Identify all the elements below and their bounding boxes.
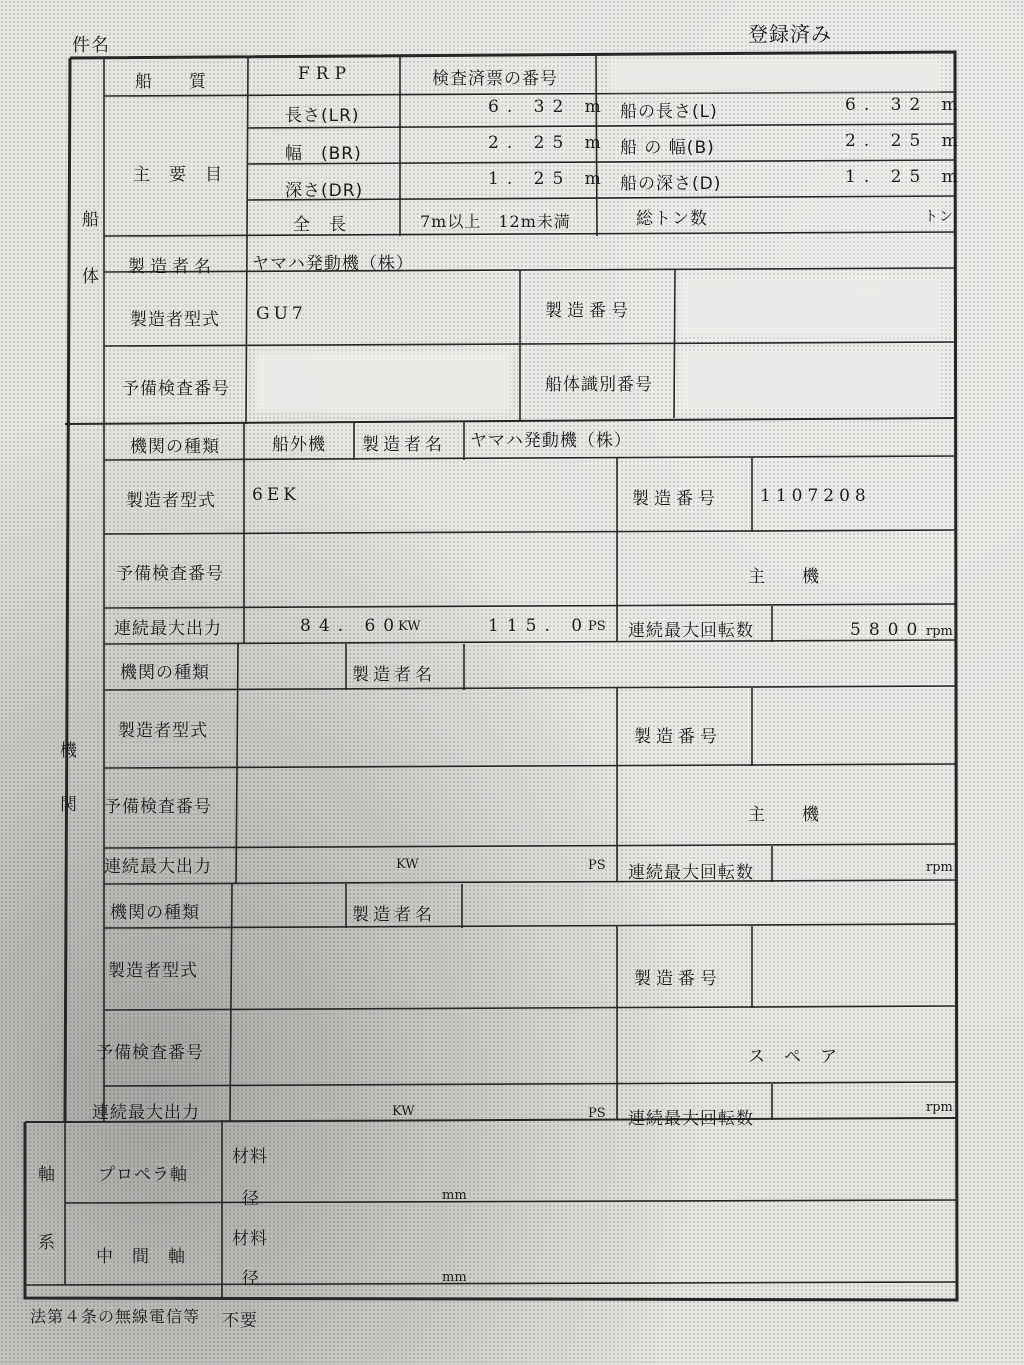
engine2-spare-label: 予備検査番号 xyxy=(104,797,212,817)
breadth-br-label: 幅 (BR) xyxy=(285,144,362,164)
engine2-model-label: 製造者型式 xyxy=(118,721,208,741)
registration-status: 登録済み xyxy=(748,22,832,46)
hull-material-value: FRP xyxy=(298,64,353,84)
engine2-ps-unit: PS xyxy=(588,858,606,873)
engine3-spare-label: 予備検査番号 xyxy=(96,1043,204,1063)
gross-tonnage-label: 総トン数 xyxy=(636,209,708,229)
hull-maker-value: ヤマハ発動機（株） xyxy=(252,254,414,274)
intermediate-diameter-unit: mm xyxy=(442,1270,467,1285)
breadth-b-label: 船 の 幅(B) xyxy=(620,138,715,158)
propeller-diameter-label: 径 xyxy=(242,1189,260,1209)
hull-spare-inspection-label: 予備検査番号 xyxy=(122,379,230,399)
intermediate-material-label: 材料 xyxy=(232,1229,268,1249)
hull-maker-label: 製造者名 xyxy=(128,257,216,277)
propeller-material-label: 材料 xyxy=(232,1147,268,1167)
engine-section-label-2: 関 xyxy=(60,795,78,815)
engine2-rpm-unit: rpm xyxy=(926,860,953,875)
intermediate-shaft-label: 中 間 軸 xyxy=(96,1247,186,1267)
engine2-serial-label: 製造番号 xyxy=(634,727,722,747)
engine1-rpm-unit: rpm xyxy=(926,624,953,639)
breadth-br-value: 2. 25 m xyxy=(488,133,609,153)
hull-section-label-2: 体 xyxy=(82,267,100,287)
engine2-power-label: 連続最大出力 xyxy=(104,857,212,877)
engine1-type-value: 船外機 xyxy=(272,435,326,455)
engine3-power-label: 連続最大出力 xyxy=(92,1103,200,1123)
overall-length-label: 全 長 xyxy=(293,215,347,235)
redacted-inspection-number xyxy=(610,60,940,90)
hull-section-label-1: 船 xyxy=(82,210,100,230)
engine2-kw-unit: KW xyxy=(396,857,419,872)
engine1-maker-label: 製造者名 xyxy=(362,435,446,455)
redacted-hull-id xyxy=(680,350,940,410)
radio-equipment-value: 不要 xyxy=(222,1311,258,1331)
engine1-rpm-label: 連続最大回転数 xyxy=(628,621,754,641)
engine1-kw-unit: KW xyxy=(398,619,421,634)
depth-dr-value: 1. 25 m xyxy=(488,169,609,189)
engine1-kw-value: 84. 60 xyxy=(300,616,403,636)
engine1-serial-value: 1107208 xyxy=(760,486,871,506)
engine2-role: 主 機 xyxy=(748,805,820,825)
engine3-role: ス ペ ア xyxy=(748,1047,838,1067)
engine3-kw-unit: KW xyxy=(392,1104,415,1119)
hull-model-label: 製造者型式 xyxy=(130,310,220,330)
subject-label: 件名 xyxy=(72,35,110,56)
length-l-value: 6. 32 m xyxy=(845,95,966,115)
shaft-section-label-1: 軸 xyxy=(38,1165,56,1185)
propeller-shaft-label: プロペラ軸 xyxy=(98,1165,188,1185)
hull-serial-label: 製造番号 xyxy=(545,301,633,321)
intermediate-diameter-label: 径 xyxy=(242,1269,260,1289)
engine2-maker-label: 製造者名 xyxy=(352,665,436,685)
dimensions-label: 主 要 目 xyxy=(133,165,223,185)
length-lr-label: 長さ(LR) xyxy=(285,106,360,126)
overall-length-value: 7m以上 12m未満 xyxy=(420,212,571,231)
engine3-rpm-label: 連続最大回転数 xyxy=(628,1109,754,1129)
engine1-rpm-value: 5800 xyxy=(850,620,926,640)
breadth-b-value: 2. 25 m xyxy=(845,131,966,151)
engine1-serial-label: 製造番号 xyxy=(632,489,720,509)
engine1-type-label: 機関の種類 xyxy=(130,437,220,457)
gross-tonnage-unit: トン xyxy=(924,209,954,225)
engine2-rpm-label: 連続最大回転数 xyxy=(628,863,754,883)
engine1-model-label: 製造者型式 xyxy=(126,491,216,511)
depth-dr-label: 深さ(DR) xyxy=(285,181,364,201)
engine-section-label-1: 機 xyxy=(60,741,78,761)
engine3-model-label: 製造者型式 xyxy=(108,961,198,981)
radio-equipment-label: 法第４条の無線電信等 xyxy=(30,1307,201,1326)
engine3-rpm-unit: rpm xyxy=(926,1100,953,1115)
engine1-ps-value: 115. 0 xyxy=(488,616,591,636)
engine3-ps-unit: PS xyxy=(588,1106,606,1121)
hull-material-label: 船 質 xyxy=(135,72,207,92)
engine3-type-label: 機関の種類 xyxy=(110,903,200,923)
engine1-maker-value: ヤマハ発動機（株） xyxy=(470,431,632,451)
shaft-section-label-2: 系 xyxy=(38,1233,56,1253)
engine1-power-label: 連続最大出力 xyxy=(114,619,222,639)
length-l-label: 船の長さ(L) xyxy=(620,102,718,122)
hull-model-value: GU7 xyxy=(256,304,307,324)
engine1-ps-unit: PS xyxy=(588,619,606,634)
propeller-diameter-unit: mm xyxy=(442,1188,467,1203)
depth-d-label: 船の深さ(D) xyxy=(620,174,722,194)
depth-d-value: 1. 25 m xyxy=(845,167,966,187)
redacted-spare-inspection xyxy=(255,352,510,412)
redacted-hull-serial xyxy=(680,278,940,336)
hull-id-label: 船体識別番号 xyxy=(545,375,653,395)
engine2-type-label: 機関の種類 xyxy=(120,663,210,683)
engine3-maker-label: 製造者名 xyxy=(352,905,436,925)
engine1-role: 主 機 xyxy=(748,567,820,587)
engine1-model-value: 6EK xyxy=(252,485,300,505)
length-lr-value: 6. 32 m xyxy=(488,97,609,117)
inspection-number-label: 検査済票の番号 xyxy=(432,69,558,89)
engine3-serial-label: 製造番号 xyxy=(634,969,722,989)
engine1-spare-label: 予備検査番号 xyxy=(116,564,224,584)
